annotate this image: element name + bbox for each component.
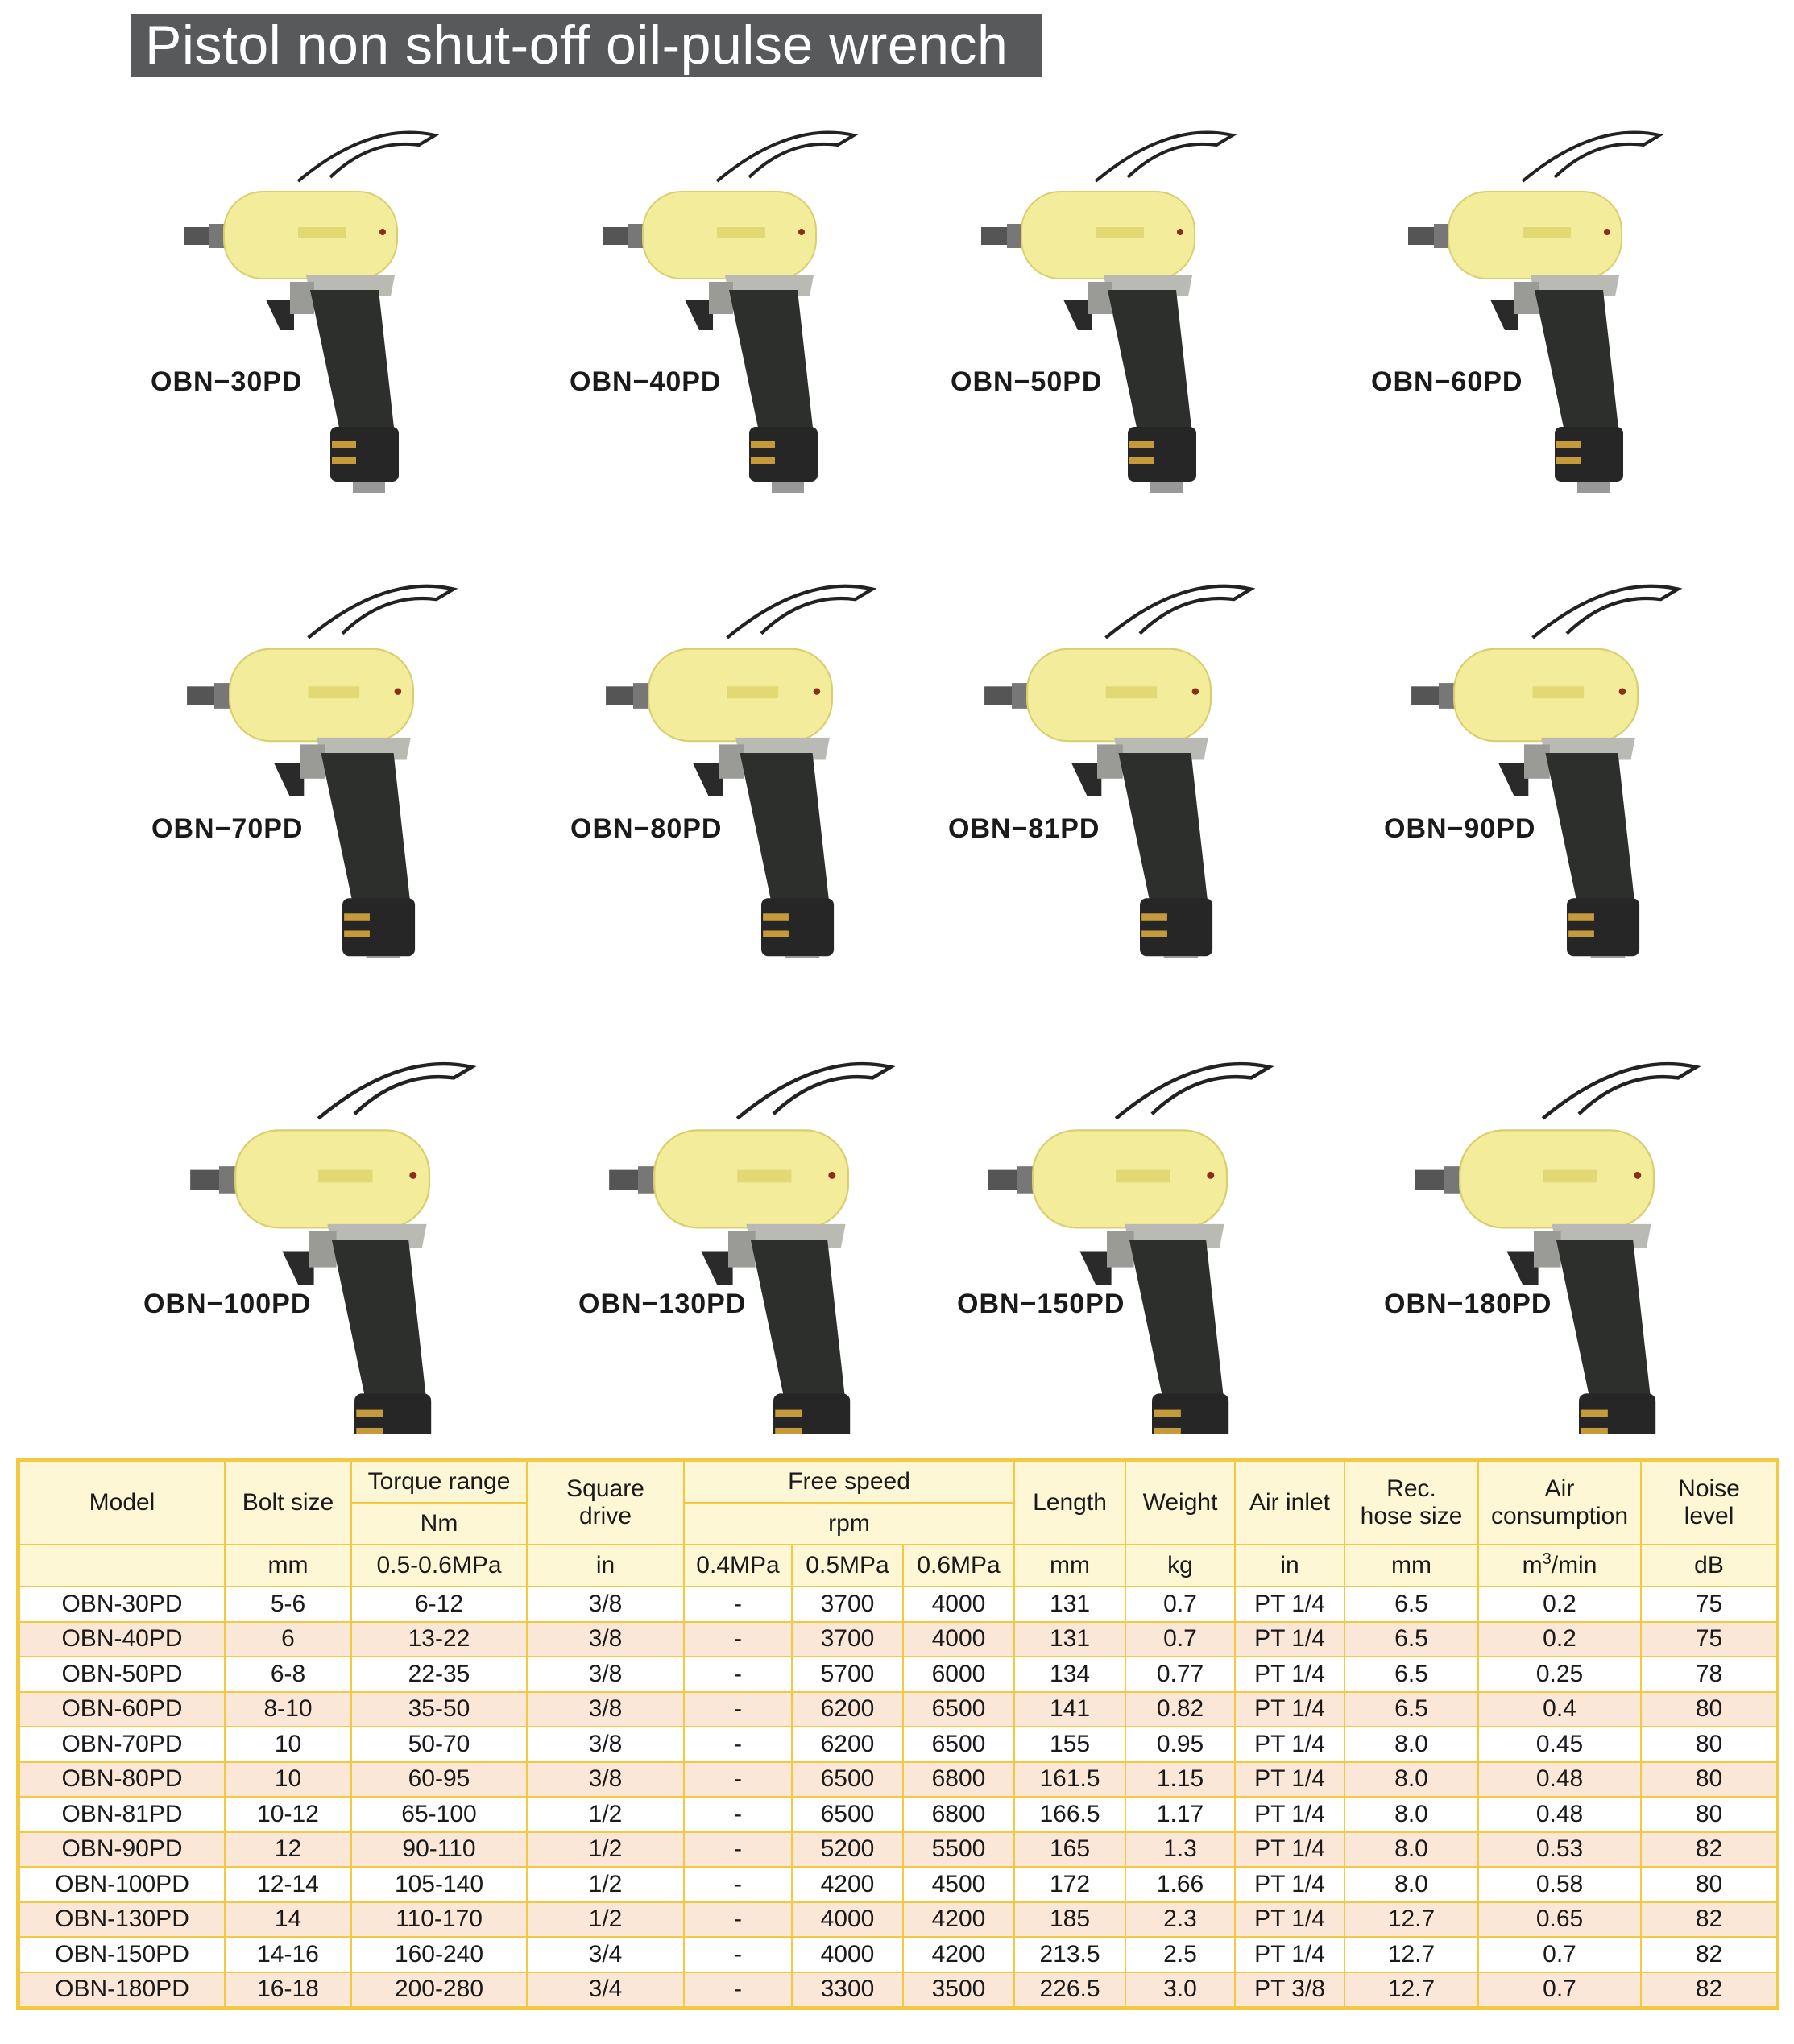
cell-square-drive: 3/4 bbox=[527, 1972, 684, 2008]
cell-air-inlet: PT 1/4 bbox=[1235, 1832, 1344, 1868]
cell-noise: 78 bbox=[1641, 1657, 1777, 1692]
cell-speed-05: 6200 bbox=[792, 1727, 903, 1762]
cell-speed-06: 4500 bbox=[903, 1867, 1014, 1902]
cell-model: OBN-81PD bbox=[19, 1797, 225, 1832]
cell-air-inlet: PT 1/4 bbox=[1235, 1622, 1344, 1657]
table-row bbox=[19, 1797, 1777, 1832]
cell-bolt-size: 10 bbox=[225, 1762, 351, 1798]
cell-air-consumption: 0.7 bbox=[1478, 1937, 1641, 1972]
cell-noise: 75 bbox=[1641, 1622, 1777, 1657]
cell-hose: 8.0 bbox=[1344, 1797, 1478, 1832]
cell-weight: 1.3 bbox=[1125, 1832, 1235, 1868]
unit-pressure-04: 0.4MPa bbox=[684, 1545, 792, 1587]
table-row bbox=[19, 1587, 1777, 1622]
table-row bbox=[19, 1692, 1777, 1727]
cell-length: 172 bbox=[1014, 1867, 1125, 1902]
cell-speed-06: 4000 bbox=[903, 1622, 1014, 1657]
cell-weight: 0.7 bbox=[1125, 1622, 1235, 1657]
header-free-speed-unit: rpm bbox=[684, 1503, 1014, 1545]
model-label: OBN−180PD bbox=[1384, 1289, 1552, 1319]
page-title: Pistol non shut-off oil-pulse wrench bbox=[145, 14, 1009, 76]
cell-noise: 80 bbox=[1641, 1727, 1777, 1762]
unit-hose: mm bbox=[1344, 1545, 1478, 1587]
product-obn-100pd bbox=[129, 1015, 564, 1434]
cell-model: OBN-60PD bbox=[19, 1692, 225, 1727]
cell-bolt-size: 16-18 bbox=[225, 1972, 351, 2008]
cell-air-inlet: PT 1/4 bbox=[1235, 1727, 1344, 1762]
cell-model: OBN-50PD bbox=[19, 1657, 225, 1692]
product-obn-70pd bbox=[129, 540, 564, 958]
table-row bbox=[19, 1902, 1777, 1938]
cell-length: 131 bbox=[1014, 1622, 1125, 1657]
cell-torque: 160-240 bbox=[351, 1937, 527, 1972]
model-label: OBN−81PD bbox=[948, 813, 1100, 844]
cell-torque: 35-50 bbox=[351, 1692, 527, 1727]
cell-model: OBN-100PD bbox=[19, 1867, 225, 1902]
cell-air-inlet: PT 3/8 bbox=[1235, 1972, 1344, 2008]
model-label: OBN−150PD bbox=[957, 1289, 1125, 1319]
header-torque-range: Torque range bbox=[351, 1461, 527, 1503]
unit-torque-pressure: 0.5-0.6MPa bbox=[351, 1545, 527, 1587]
header-torque-unit: Nm bbox=[351, 1503, 527, 1545]
unit-air-cons-sup: 3 bbox=[1542, 1550, 1552, 1568]
header-air-cons-line2: consumption bbox=[1490, 1503, 1629, 1529]
product-obn-130pd bbox=[548, 1015, 983, 1434]
cell-speed-04: - bbox=[684, 1797, 792, 1832]
cell-length: 166.5 bbox=[1014, 1797, 1125, 1832]
cell-square-drive: 3/8 bbox=[527, 1692, 684, 1727]
unit-air-cons-base: m bbox=[1522, 1552, 1543, 1579]
cell-air-inlet: PT 1/4 bbox=[1235, 1797, 1344, 1832]
cell-hose: 8.0 bbox=[1344, 1762, 1478, 1798]
header-square-drive bbox=[527, 1461, 684, 1545]
table-row bbox=[19, 1832, 1777, 1868]
cell-square-drive: 3/8 bbox=[527, 1727, 684, 1762]
cell-speed-05: 6500 bbox=[792, 1797, 903, 1832]
cell-square-drive: 3/4 bbox=[527, 1937, 684, 1972]
cell-speed-06: 6000 bbox=[903, 1657, 1014, 1692]
cell-speed-06: 6800 bbox=[903, 1797, 1014, 1832]
wrench-image bbox=[1353, 89, 1788, 507]
product-obn-60pd bbox=[1353, 89, 1788, 507]
cell-air-consumption: 0.2 bbox=[1478, 1622, 1641, 1657]
cell-noise: 82 bbox=[1641, 1832, 1777, 1868]
cell-square-drive: 3/8 bbox=[527, 1587, 684, 1622]
cell-torque: 90-110 bbox=[351, 1832, 527, 1868]
cell-hose: 6.5 bbox=[1344, 1622, 1478, 1657]
cell-speed-04: - bbox=[684, 1902, 792, 1938]
cell-model: OBN-180PD bbox=[19, 1972, 225, 2008]
cell-bolt-size: 12 bbox=[225, 1832, 351, 1868]
cell-weight: 1.17 bbox=[1125, 1797, 1235, 1832]
cell-bolt-size: 5-6 bbox=[225, 1587, 351, 1622]
model-label: OBN−90PD bbox=[1384, 813, 1536, 844]
cell-air-consumption: 0.7 bbox=[1478, 1972, 1641, 2008]
table-row bbox=[19, 1867, 1777, 1902]
cell-length: 226.5 bbox=[1014, 1972, 1125, 2008]
cell-length: 155 bbox=[1014, 1727, 1125, 1762]
spec-table-container bbox=[16, 1458, 1779, 2010]
cell-hose: 6.5 bbox=[1344, 1587, 1478, 1622]
cell-bolt-size: 10-12 bbox=[225, 1797, 351, 1832]
cell-weight: 2.3 bbox=[1125, 1902, 1235, 1938]
cell-air-inlet: PT 1/4 bbox=[1235, 1902, 1344, 1938]
cell-noise: 80 bbox=[1641, 1867, 1777, 1902]
header-hose-line1: Rec. bbox=[1386, 1475, 1436, 1502]
cell-bolt-size: 6 bbox=[225, 1622, 351, 1657]
cell-hose: 8.0 bbox=[1344, 1867, 1478, 1902]
cell-speed-05: 4200 bbox=[792, 1867, 903, 1902]
model-label: OBN−30PD bbox=[151, 366, 303, 397]
model-label: OBN−80PD bbox=[570, 813, 723, 844]
wrench-image bbox=[548, 540, 983, 958]
cell-length: 131 bbox=[1014, 1587, 1125, 1622]
unit-length: mm bbox=[1014, 1545, 1125, 1587]
cell-torque: 200-280 bbox=[351, 1972, 527, 2008]
cell-speed-05: 4000 bbox=[792, 1902, 903, 1938]
cell-air-inlet: PT 1/4 bbox=[1235, 1937, 1344, 1972]
header-hose-line2: hose size bbox=[1360, 1503, 1463, 1529]
cell-length: 141 bbox=[1014, 1692, 1125, 1727]
cell-air-consumption: 0.45 bbox=[1478, 1727, 1641, 1762]
cell-model: OBN-90PD bbox=[19, 1832, 225, 1868]
unit-pressure-05: 0.5MPa bbox=[792, 1545, 903, 1587]
header-air-cons-line1: Air bbox=[1544, 1475, 1575, 1502]
cell-speed-05: 3700 bbox=[792, 1587, 903, 1622]
cell-speed-04: - bbox=[684, 1937, 792, 1972]
unit-air-consumption bbox=[1478, 1545, 1641, 1587]
cell-weight: 2.5 bbox=[1125, 1937, 1235, 1972]
cell-weight: 1.15 bbox=[1125, 1762, 1235, 1798]
cell-model: OBN-30PD bbox=[19, 1587, 225, 1622]
wrench-image bbox=[926, 540, 1361, 958]
cell-torque: 110-170 bbox=[351, 1902, 527, 1938]
cell-air-consumption: 0.25 bbox=[1478, 1657, 1641, 1692]
model-label: OBN−40PD bbox=[570, 366, 722, 397]
cell-weight: 1.66 bbox=[1125, 1867, 1235, 1902]
cell-hose: 6.5 bbox=[1344, 1657, 1478, 1692]
cell-square-drive: 1/2 bbox=[527, 1902, 684, 1938]
cell-speed-06: 6800 bbox=[903, 1762, 1014, 1798]
cell-noise: 82 bbox=[1641, 1972, 1777, 2008]
unit-bolt-size: mm bbox=[225, 1545, 351, 1587]
wrench-image bbox=[129, 1015, 564, 1434]
model-label: OBN−130PD bbox=[578, 1289, 747, 1319]
cell-hose: 12.7 bbox=[1344, 1972, 1478, 2008]
cell-length: 185 bbox=[1014, 1902, 1125, 1938]
spec-table bbox=[19, 1460, 1778, 2008]
product-obn-40pd bbox=[548, 89, 983, 507]
wrench-image bbox=[926, 1015, 1361, 1434]
cell-torque: 60-95 bbox=[351, 1762, 527, 1798]
cell-air-consumption: 0.4 bbox=[1478, 1692, 1641, 1727]
cell-square-drive: 1/2 bbox=[527, 1797, 684, 1832]
cell-bolt-size: 8-10 bbox=[225, 1692, 351, 1727]
unit-model-blank bbox=[19, 1545, 225, 1587]
wrench-image bbox=[1353, 540, 1788, 958]
unit-square-drive: in bbox=[527, 1545, 684, 1587]
cell-air-consumption: 0.53 bbox=[1478, 1832, 1641, 1868]
header-model: Model bbox=[19, 1461, 225, 1545]
cell-square-drive: 1/2 bbox=[527, 1832, 684, 1868]
cell-speed-06: 3500 bbox=[903, 1972, 1014, 2008]
cell-air-inlet: PT 1/4 bbox=[1235, 1762, 1344, 1798]
cell-speed-04: - bbox=[684, 1622, 792, 1657]
cell-speed-04: - bbox=[684, 1972, 792, 2008]
cell-length: 134 bbox=[1014, 1657, 1125, 1692]
cell-square-drive: 3/8 bbox=[527, 1762, 684, 1798]
header-air-inlet: Air inlet bbox=[1235, 1461, 1344, 1545]
cell-length: 165 bbox=[1014, 1832, 1125, 1868]
header-weight: Weight bbox=[1125, 1461, 1235, 1545]
cell-torque: 65-100 bbox=[351, 1797, 527, 1832]
cell-hose: 8.0 bbox=[1344, 1832, 1478, 1868]
cell-speed-05: 6200 bbox=[792, 1692, 903, 1727]
cell-noise: 80 bbox=[1641, 1797, 1777, 1832]
cell-bolt-size: 12-14 bbox=[225, 1867, 351, 1902]
product-obn-180pd bbox=[1353, 1015, 1788, 1434]
table-row bbox=[19, 1972, 1777, 2008]
cell-hose: 8.0 bbox=[1344, 1727, 1478, 1762]
cell-air-consumption: 0.58 bbox=[1478, 1867, 1641, 1902]
cell-speed-04: - bbox=[684, 1727, 792, 1762]
spec-table-body bbox=[19, 1587, 1777, 2007]
header-free-speed: Free speed bbox=[684, 1461, 1014, 1503]
cell-speed-06: 4000 bbox=[903, 1587, 1014, 1622]
product-obn-30pd bbox=[129, 89, 564, 507]
unit-noise: dB bbox=[1641, 1545, 1777, 1587]
cell-square-drive: 3/8 bbox=[527, 1657, 684, 1692]
cell-noise: 82 bbox=[1641, 1902, 1777, 1938]
cell-bolt-size: 14-16 bbox=[225, 1937, 351, 1972]
header-noise-line2: level bbox=[1684, 1503, 1734, 1529]
cell-weight: 3.0 bbox=[1125, 1972, 1235, 2008]
cell-model: OBN-150PD bbox=[19, 1937, 225, 1972]
table-row bbox=[19, 1657, 1777, 1692]
cell-air-inlet: PT 1/4 bbox=[1235, 1657, 1344, 1692]
cell-speed-06: 4200 bbox=[903, 1902, 1014, 1938]
cell-speed-05: 3300 bbox=[792, 1972, 903, 2008]
cell-speed-05: 6500 bbox=[792, 1762, 903, 1798]
cell-torque: 105-140 bbox=[351, 1867, 527, 1902]
product-obn-90pd bbox=[1353, 540, 1788, 958]
cell-speed-06: 6500 bbox=[903, 1692, 1014, 1727]
table-row bbox=[19, 1622, 1777, 1657]
cell-speed-04: - bbox=[684, 1657, 792, 1692]
cell-model: OBN-40PD bbox=[19, 1622, 225, 1657]
cell-speed-06: 4200 bbox=[903, 1937, 1014, 1972]
cell-noise: 82 bbox=[1641, 1937, 1777, 1972]
cell-air-consumption: 0.65 bbox=[1478, 1902, 1641, 1938]
wrench-image bbox=[548, 89, 983, 507]
table-row bbox=[19, 1727, 1777, 1762]
cell-air-inlet: PT 1/4 bbox=[1235, 1587, 1344, 1622]
unit-air-cons-tail: /min bbox=[1551, 1552, 1597, 1579]
cell-weight: 0.95 bbox=[1125, 1727, 1235, 1762]
cell-torque: 22-35 bbox=[351, 1657, 527, 1692]
cell-bolt-size: 14 bbox=[225, 1902, 351, 1938]
model-label: OBN−60PD bbox=[1371, 366, 1523, 397]
cell-speed-05: 5700 bbox=[792, 1657, 903, 1692]
unit-air-inlet: in bbox=[1235, 1545, 1344, 1587]
cell-speed-04: - bbox=[684, 1832, 792, 1868]
cell-weight: 0.77 bbox=[1125, 1657, 1235, 1692]
cell-length: 213.5 bbox=[1014, 1937, 1125, 1972]
cell-air-inlet: PT 1/4 bbox=[1235, 1867, 1344, 1902]
model-label: OBN−70PD bbox=[151, 813, 304, 844]
cell-hose: 12.7 bbox=[1344, 1937, 1478, 1972]
cell-model: OBN-130PD bbox=[19, 1902, 225, 1938]
cell-air-inlet: PT 1/4 bbox=[1235, 1692, 1344, 1727]
table-row bbox=[19, 1937, 1777, 1972]
model-label: OBN−100PD bbox=[143, 1289, 312, 1319]
cell-air-consumption: 0.48 bbox=[1478, 1797, 1641, 1832]
cell-bolt-size: 10 bbox=[225, 1727, 351, 1762]
product-obn-81pd bbox=[926, 540, 1361, 958]
cell-speed-06: 5500 bbox=[903, 1832, 1014, 1868]
header-length: Length bbox=[1014, 1461, 1125, 1545]
cell-torque: 50-70 bbox=[351, 1727, 527, 1762]
unit-weight: kg bbox=[1125, 1545, 1235, 1587]
header-noise-level bbox=[1641, 1461, 1777, 1545]
cell-noise: 80 bbox=[1641, 1762, 1777, 1798]
product-obn-80pd bbox=[548, 540, 983, 958]
cell-speed-05: 4000 bbox=[792, 1937, 903, 1972]
header-square-drive-line1: Square bbox=[566, 1475, 644, 1502]
wrench-image bbox=[129, 89, 564, 507]
header-hose-size bbox=[1344, 1461, 1478, 1545]
wrench-image bbox=[548, 1015, 983, 1434]
cell-speed-04: - bbox=[684, 1867, 792, 1902]
unit-pressure-06: 0.6MPa bbox=[903, 1545, 1014, 1587]
cell-speed-06: 6500 bbox=[903, 1727, 1014, 1762]
table-row bbox=[19, 1762, 1777, 1798]
cell-length: 161.5 bbox=[1014, 1762, 1125, 1798]
cell-torque: 6-12 bbox=[351, 1587, 527, 1622]
product-obn-150pd bbox=[926, 1015, 1361, 1434]
cell-noise: 80 bbox=[1641, 1692, 1777, 1727]
wrench-image bbox=[1353, 1015, 1788, 1434]
cell-speed-04: - bbox=[684, 1587, 792, 1622]
model-label: OBN−50PD bbox=[951, 366, 1103, 397]
wrench-image bbox=[129, 540, 564, 958]
cell-speed-04: - bbox=[684, 1762, 792, 1798]
cell-torque: 13-22 bbox=[351, 1622, 527, 1657]
cell-air-consumption: 0.2 bbox=[1478, 1587, 1641, 1622]
cell-weight: 0.7 bbox=[1125, 1587, 1235, 1622]
cell-speed-05: 3700 bbox=[792, 1622, 903, 1657]
cell-speed-05: 5200 bbox=[792, 1832, 903, 1868]
cell-hose: 6.5 bbox=[1344, 1692, 1478, 1727]
cell-air-consumption: 0.48 bbox=[1478, 1762, 1641, 1798]
header-noise-line1: Noise bbox=[1678, 1475, 1740, 1502]
cell-speed-04: - bbox=[684, 1692, 792, 1727]
product-obn-50pd bbox=[926, 89, 1361, 507]
cell-hose: 12.7 bbox=[1344, 1902, 1478, 1938]
cell-weight: 0.82 bbox=[1125, 1692, 1235, 1727]
cell-square-drive: 1/2 bbox=[527, 1867, 684, 1902]
header-bolt-size: Bolt size bbox=[225, 1461, 351, 1545]
cell-square-drive: 3/8 bbox=[527, 1622, 684, 1657]
cell-bolt-size: 6-8 bbox=[225, 1657, 351, 1692]
header-square-drive-line2: drive bbox=[578, 1503, 632, 1529]
cell-model: OBN-80PD bbox=[19, 1762, 225, 1798]
wrench-image bbox=[926, 89, 1361, 507]
header-air-consumption bbox=[1478, 1461, 1641, 1545]
cell-noise: 75 bbox=[1641, 1587, 1777, 1622]
cell-model: OBN-70PD bbox=[19, 1727, 225, 1762]
